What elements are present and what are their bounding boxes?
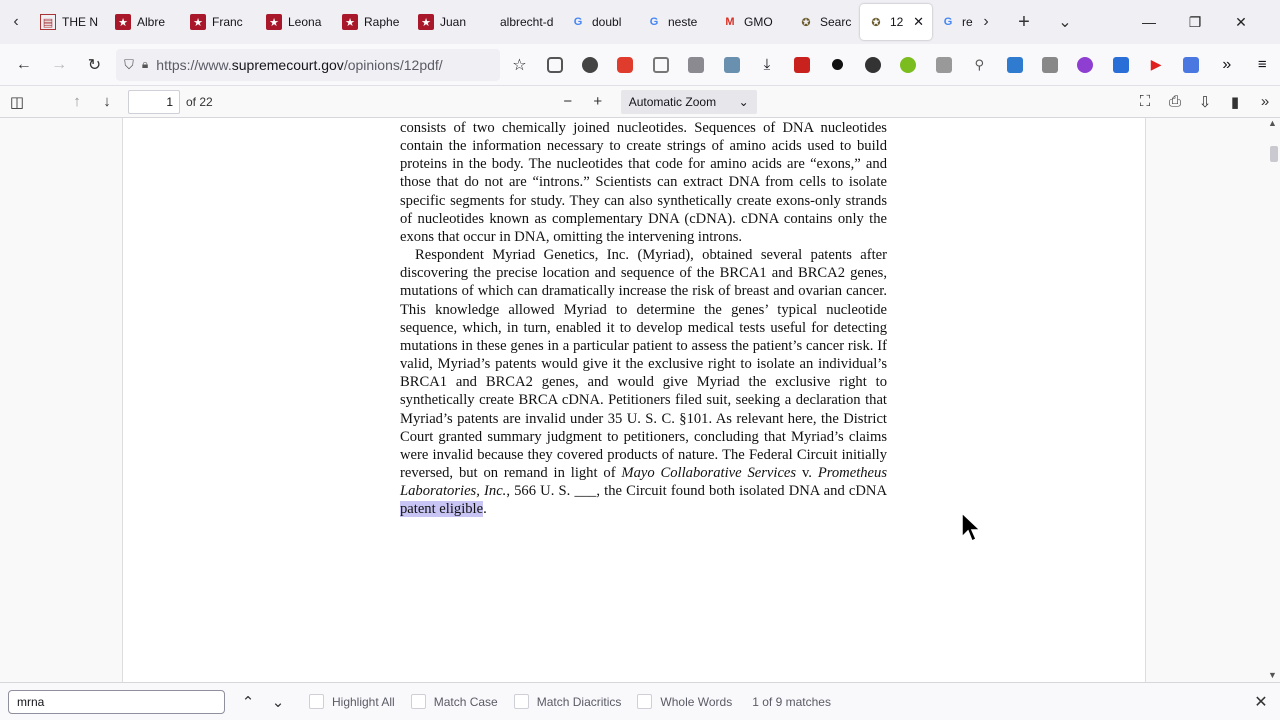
seal-icon: ✪ (801, 16, 811, 29)
whole-words-checkbox[interactable] (637, 694, 732, 709)
bookmark-star-button[interactable] (502, 49, 537, 81)
translate-icon (1183, 57, 1199, 73)
next-page-button[interactable] (92, 88, 122, 116)
reload-button[interactable] (77, 49, 112, 81)
extension-grid-button[interactable] (643, 49, 678, 81)
pdf-icon (794, 57, 810, 73)
tab-re[interactable] (932, 4, 973, 40)
extension-translate-button[interactable] (1174, 49, 1209, 81)
minus-icon: − (563, 93, 573, 110)
bookmark-button[interactable] (1220, 88, 1250, 116)
restore-button[interactable] (1172, 0, 1218, 44)
scroll-tabs-right-button[interactable] (970, 0, 1002, 44)
page-count: of 22 (186, 94, 213, 109)
extension-c-button[interactable] (1032, 49, 1067, 81)
url-domain: supremecourt.gov (231, 56, 344, 73)
star-icon: ★ (342, 14, 358, 30)
url-path: /opinions/12pdf/ (343, 56, 443, 73)
url-prefix: https://www. (156, 56, 232, 73)
arrow-down-icon: ↓ (103, 93, 111, 110)
paragraph-2-end: . (483, 501, 487, 518)
previous-page-button[interactable] (62, 88, 92, 116)
url-text[interactable] (156, 57, 442, 73)
scroll-up-icon[interactable]: ▲ (1268, 118, 1277, 128)
double-chevron-right-icon: » (1260, 93, 1270, 110)
reload-icon: ↻ (87, 56, 102, 74)
tab-doubl[interactable] (562, 4, 638, 40)
tab-list (32, 0, 973, 44)
tab-active-opinion[interactable] (860, 4, 932, 40)
gmail-icon: M (725, 16, 735, 28)
tab-the-n[interactable] (32, 4, 107, 40)
dot-icon (832, 59, 843, 70)
paragraph-2-text-a: Respondent Myriad Genetics, Inc. (Myriad), obtained several patents after discovering the precise location and sequence of the BRCA1 and BRCA2 genes, mutations of which can dramatically increase the risk of breast and ovarian cancer. This knowledge allowed Myriad to determine the genes’ typical nucleotide sequence, which, in turn, enabled it to develop medical tests useful for detecting mutations in these genes in a particular patient to assess the patient’s cancer risk. If valid, Myriad’s patents would give it the exclusive right to isolate an individual’s BRCA1 and BRCA2 genes, and would give Myriad the exclusive right to synthetically create BRCA cDNA. Petitioners filed suit, seeking a declaration that Myriad’s patents are invalid under 35 U. S. C. §101. As relevant here, the District Court granted summary judgment to petitioners, concluding that Myriad’s claims were invalid because they covered products of nature. The Federal Circuit initially reversed, but on remand in light of (400, 247, 887, 481)
seal-icon: ✪ (871, 16, 881, 29)
checkbox-label: Highlight All (332, 694, 395, 709)
cloud-icon (1007, 57, 1023, 73)
star-outline-icon: ☆ (512, 56, 527, 74)
tab-albre[interactable] (107, 4, 182, 40)
pocket-button[interactable] (537, 49, 572, 81)
star-icon: ★ (418, 14, 434, 30)
tab-label: Juan (440, 15, 467, 29)
tab-juan[interactable] (410, 4, 486, 40)
tab-raphe[interactable] (334, 4, 410, 40)
paragraph-2 (400, 246, 887, 518)
highlight-all-checkbox[interactable] (309, 694, 395, 709)
green-circle-icon (900, 57, 916, 73)
plus-icon: + (1018, 10, 1030, 33)
chevron-down-icon: ⌄ (738, 94, 749, 109)
close-icon: ✕ (1254, 693, 1268, 711)
tab-label: GMO (744, 15, 773, 29)
tab-label: re (962, 15, 973, 29)
tab-label: Leona (288, 15, 322, 29)
close-window-button[interactable] (1218, 0, 1264, 44)
find-result-count: 1 of 9 matches (752, 694, 831, 709)
tab-label: doubl (592, 15, 622, 29)
extension-stack-button[interactable] (926, 49, 961, 81)
find-input[interactable]: mrna (8, 690, 225, 714)
tab-label: Albre (137, 15, 166, 29)
save-button[interactable] (1190, 88, 1220, 116)
scrollbar[interactable] (1266, 118, 1280, 682)
minimize-button[interactable] (1126, 0, 1172, 44)
find-highlight: patent eligible (400, 501, 484, 518)
checkbox-label: Match Diacritics (536, 694, 622, 709)
stack-icon (936, 57, 952, 73)
checkbox-box[interactable] (637, 694, 652, 709)
extension-play-button[interactable] (1138, 49, 1173, 81)
checkbox-box[interactable] (411, 694, 426, 709)
tool-icon: ⚲ (974, 56, 984, 72)
find-next-button[interactable] (263, 688, 293, 716)
presentation-icon: ⛶ (1139, 93, 1151, 110)
checkbox-box[interactable] (514, 694, 529, 709)
tab-label: neste (668, 15, 698, 29)
match-diacritics-checkbox[interactable] (514, 694, 622, 709)
tab-label: Raphe (364, 15, 400, 29)
close-find-bar-button[interactable] (1246, 688, 1276, 716)
chevron-up-icon: ⌃ (241, 693, 255, 711)
ring-icon (1077, 57, 1093, 73)
c-box-icon (1042, 57, 1058, 73)
tab-label: THE N (62, 15, 98, 29)
star-icon: ★ (115, 14, 131, 30)
pdf-page (122, 118, 1146, 682)
case-name-2: Prometheus Laboratories, Inc. (400, 464, 887, 500)
tab-search[interactable] (790, 4, 860, 40)
image-icon (724, 57, 740, 73)
grid-icon (653, 57, 669, 73)
extension-image-button[interactable] (714, 49, 749, 81)
tab-label: Searc (820, 15, 852, 29)
extension-screenshot-button[interactable] (679, 49, 714, 81)
zoom-select[interactable] (621, 90, 757, 114)
extension-green-button[interactable] (891, 49, 926, 81)
extension-tool-button[interactable] (962, 49, 997, 81)
zoom-out-button[interactable] (553, 88, 583, 116)
star-icon: ★ (190, 14, 206, 30)
save-icon: ⇩ (1198, 93, 1212, 111)
extension-pdf-button[interactable] (785, 49, 820, 81)
zoom-value: Automatic Zoom (628, 94, 717, 109)
extension-cloud-button[interactable] (997, 49, 1032, 81)
plus-icon: + (593, 93, 603, 110)
arrow-right-icon: → (51, 55, 68, 73)
cluster-icon (865, 57, 881, 73)
page-number-input[interactable]: 1 (128, 90, 180, 114)
minimize-icon: — (1142, 14, 1156, 30)
sidebar-icon: ◫ (9, 93, 25, 111)
match-case-checkbox[interactable] (411, 694, 498, 709)
extension-l-button[interactable] (572, 49, 607, 81)
lock-icon[interactable]: 🔒︎ (141, 57, 149, 71)
downloads-button[interactable] (749, 49, 784, 81)
scroll-down-icon[interactable]: ▼ (1268, 670, 1277, 680)
find-previous-button[interactable] (233, 688, 263, 716)
extension-ring-button[interactable] (1068, 49, 1103, 81)
list-all-tabs-button[interactable] (1044, 0, 1086, 44)
print-button[interactable] (1160, 88, 1190, 116)
paragraph-2-text-b: , 566 U. S. ___, the Circuit found both isolated DNA and cDNA (506, 483, 887, 500)
case-name-1: Mayo Collaborative Services (621, 464, 797, 481)
chevron-down-icon: ⌄ (1058, 14, 1072, 31)
tab-gmo[interactable] (714, 4, 790, 40)
paragraph-1: consists of two chemically joined nucleotides. Sequences of DNA nucleotides contain the information necessary to create strings of amino acids used to build proteins in the body. The nucleotides that code for amino acids are “exons,” and those that do not are “introns.” Scientists can extract DNA from cells to isolate specific segments for study. They can also synthetically create exons-only strands of nucleotides known as complementary DNA (cDNA). cDNA contains only the exons that occur in DNA, omitting the intervening introns. (400, 120, 887, 245)
close-icon: ✕ (1235, 13, 1247, 30)
app-menu-button[interactable] (1245, 49, 1280, 81)
shield-icon[interactable]: ⛉ (124, 56, 134, 72)
versus: v. (796, 464, 818, 481)
google-icon: G (573, 16, 583, 28)
document-text (400, 119, 887, 518)
pocket-icon (547, 57, 563, 73)
scroll-thumb[interactable] (1270, 146, 1278, 162)
new-tab-button[interactable] (1004, 0, 1044, 44)
back-button[interactable] (6, 49, 41, 81)
tab-label: 12 (890, 15, 904, 29)
scroll-tabs-left-button[interactable] (0, 0, 32, 44)
google-icon: G (649, 16, 659, 28)
checkbox-label: Match Case (433, 694, 498, 709)
pdf-toolbar (0, 86, 1280, 118)
tab-label: Franc (212, 15, 243, 29)
tab-strip (0, 0, 1280, 44)
forward-button[interactable] (41, 49, 76, 81)
tab-leona[interactable] (258, 4, 334, 40)
play-icon: ▶ (1150, 56, 1162, 72)
screenshot-icon (688, 57, 704, 73)
hamburger-menu-icon: ≡ (1257, 56, 1267, 73)
navigation-toolbar (0, 44, 1280, 86)
extension-dot-button[interactable] (820, 49, 855, 81)
restore-icon: ❐ (1188, 13, 1202, 30)
tab-franc[interactable] (182, 4, 258, 40)
toggle-sidebar-button[interactable] (2, 88, 32, 116)
close-tab-icon[interactable]: ✕ (913, 14, 924, 29)
zoom-in-button[interactable] (583, 88, 613, 116)
checkbox-label: Whole Words (660, 694, 733, 709)
arrow-left-icon: ← (15, 55, 32, 73)
chevron-down-icon: ⌄ (271, 693, 285, 711)
extension-cluster-button[interactable] (855, 49, 890, 81)
chevron-right-icon: › (983, 13, 989, 30)
double-chevron-right-icon: » (1222, 55, 1232, 73)
tab-label: albrecht-d (500, 15, 554, 29)
extension-camera-button[interactable] (608, 49, 643, 81)
arrow-up-icon: ↑ (73, 93, 81, 110)
tabbar-controls (970, 0, 1264, 44)
star-icon: ★ (266, 14, 282, 30)
graduation-cap-icon (1113, 57, 1129, 73)
chevron-left-icon: ‹ (13, 13, 19, 30)
tools-button[interactable] (1250, 88, 1280, 116)
mouse-cursor-icon (960, 512, 982, 544)
more-extensions-button[interactable] (1209, 49, 1244, 81)
find-bar (0, 682, 1280, 720)
download-icon: ⤓ (763, 56, 771, 73)
extension-cap-button[interactable] (1103, 49, 1138, 81)
bookmark-icon: ▮ (1230, 93, 1240, 111)
camera-icon (617, 57, 633, 73)
print-icon: ⎙ (1168, 93, 1181, 110)
l-circle-icon (582, 57, 598, 73)
url-bar[interactable] (116, 49, 500, 81)
presentation-mode-button[interactable] (1130, 88, 1160, 116)
newspaper-icon: ▤ (40, 14, 56, 30)
tab-albrecht[interactable] (486, 4, 562, 40)
tab-neste[interactable] (638, 4, 714, 40)
pdf-viewer[interactable] (0, 118, 1280, 682)
checkbox-box[interactable] (309, 694, 324, 709)
google-icon: G (943, 16, 953, 28)
